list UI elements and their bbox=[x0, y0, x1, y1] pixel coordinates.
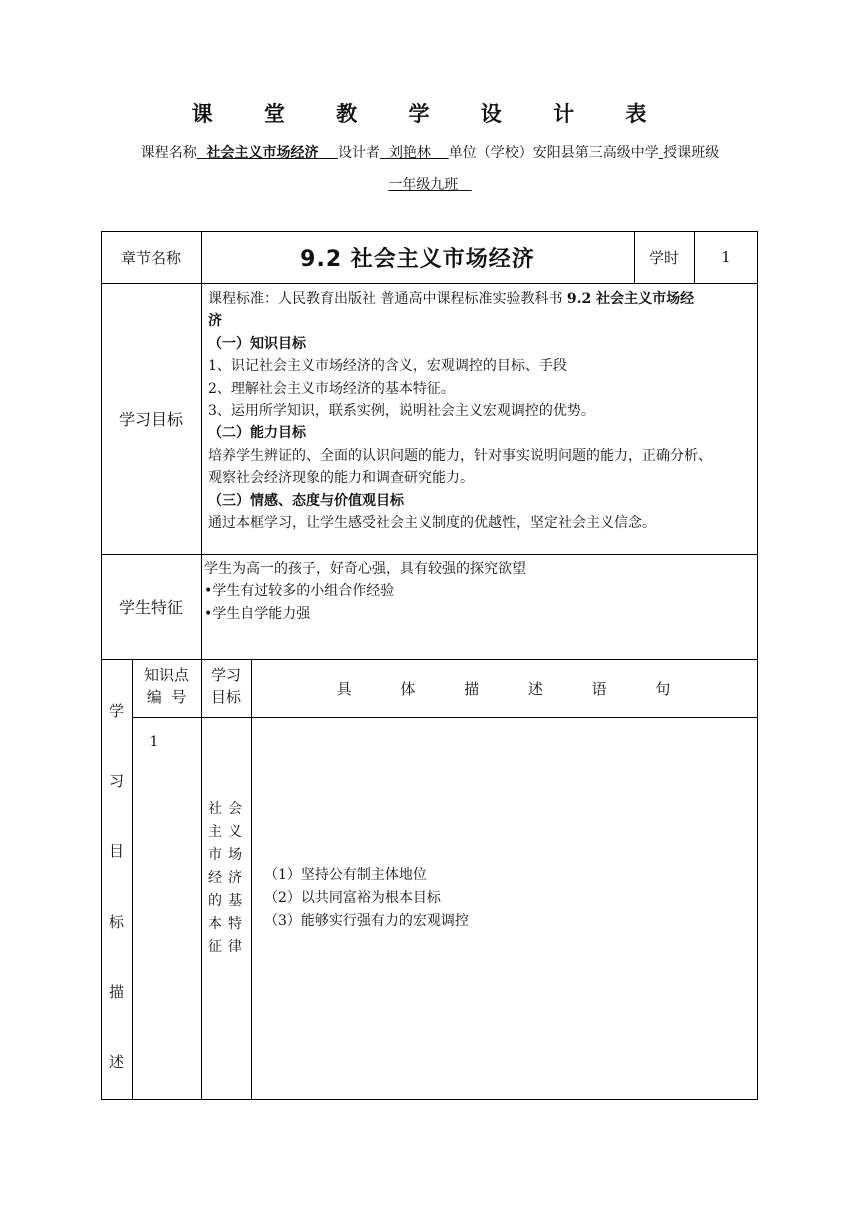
knowledge-item: 3、运用所学知识，联系实例，说明社会主义宏观调控的优势。 bbox=[208, 403, 595, 420]
description-list bbox=[264, 864, 744, 933]
chapter-label: 章节名称 bbox=[120, 248, 181, 267]
student-feature: •学生自学能力强 bbox=[204, 605, 311, 622]
goal-description-vertical-label bbox=[101, 660, 132, 1100]
course-info-line bbox=[0, 142, 860, 162]
learning-goals-content bbox=[208, 288, 756, 534]
class-name: 一年级九班 bbox=[388, 177, 459, 193]
student-feature: 学生为高一的孩子，好奇心强，具有较强的探究欲望 bbox=[204, 561, 526, 577]
designer-name: 刘艳林 bbox=[388, 145, 431, 161]
chapter-title: 9.2 社会主义市场经济 bbox=[300, 246, 535, 272]
description-header: 具 体 描 述 语 句 bbox=[336, 680, 673, 698]
hours-label: 学时 bbox=[648, 248, 679, 267]
students-label: 学生特征 bbox=[118, 598, 183, 617]
vertical-char: 述 bbox=[108, 1052, 124, 1071]
learning-goals-label: 学习目标 bbox=[118, 410, 183, 429]
knowledge-item: 2、理解社会主义市场经济的基本特征。 bbox=[208, 380, 455, 397]
vertical-char: 目 bbox=[108, 842, 124, 861]
unit-name: 安阳县第三高级中学 bbox=[532, 145, 659, 161]
course-standard: 课程标准：人民教育出版社 普通高中课程标准实验教科书 9.2 社会主义市场经 bbox=[208, 291, 695, 307]
ability-text-cont: 观察社会经济现象的能力和调查研究能力。 bbox=[208, 470, 474, 487]
unit-label: 单位（学校） bbox=[448, 145, 533, 161]
class-label: 授课班级 bbox=[663, 145, 720, 161]
knowledge-item: 1、识记社会主义市场经济的含义，宏观调控的目标、手段 bbox=[208, 358, 567, 375]
table-rule bbox=[201, 659, 202, 1100]
table-rule bbox=[251, 659, 252, 1100]
ability-text: 培养学生辨证的、全面的认识问题的能力，针对事实说明问题的能力，正确分析、 bbox=[208, 447, 712, 464]
course-standard-cont: 济 bbox=[208, 313, 222, 330]
table-rule bbox=[132, 659, 133, 1100]
knowledge-point-header: 知识点 编 号 bbox=[143, 666, 189, 706]
student-feature: •学生有过较多的小组合作经验 bbox=[204, 583, 395, 600]
knowledge-heading: （一）知识目标 bbox=[208, 335, 306, 352]
description-item: （2）以共同富裕为根本目标 bbox=[264, 890, 441, 906]
emotion-text: 通过本框学习，让学生感受社会主义制度的优越性，坚定社会主义信念。 bbox=[208, 515, 656, 532]
description-item: （3）能够实行强有力的宏观调控 bbox=[264, 913, 469, 929]
emotion-heading: （三）情感、态度与价值观目标 bbox=[208, 492, 404, 509]
class-info-line bbox=[0, 174, 860, 194]
hours-value: 1 bbox=[721, 248, 731, 266]
vertical-char: 学 bbox=[108, 702, 124, 720]
knowledge-point-number: 1 bbox=[149, 734, 159, 750]
designer-label: 设计者 bbox=[338, 145, 381, 161]
students-content bbox=[204, 558, 754, 625]
description-item: （1）坚持公有制主体地位 bbox=[264, 867, 427, 883]
table-rule bbox=[201, 231, 202, 659]
vertical-char: 描 bbox=[108, 982, 124, 1001]
vertical-char: 标 bbox=[108, 912, 124, 931]
vertical-char: 习 bbox=[108, 772, 124, 791]
course-label: 课程名称 bbox=[140, 145, 197, 161]
table-rule bbox=[132, 717, 758, 718]
learning-goal-header: 学习 目标 bbox=[210, 666, 241, 706]
course-name: 社会主义市场经济 bbox=[206, 145, 319, 161]
learning-goal-text: 社会主义市场经济的基本特征律 bbox=[208, 801, 248, 955]
ability-heading: （二）能力目标 bbox=[208, 425, 306, 442]
page-title: 课 堂 教 学 设 计 表 bbox=[191, 102, 669, 126]
